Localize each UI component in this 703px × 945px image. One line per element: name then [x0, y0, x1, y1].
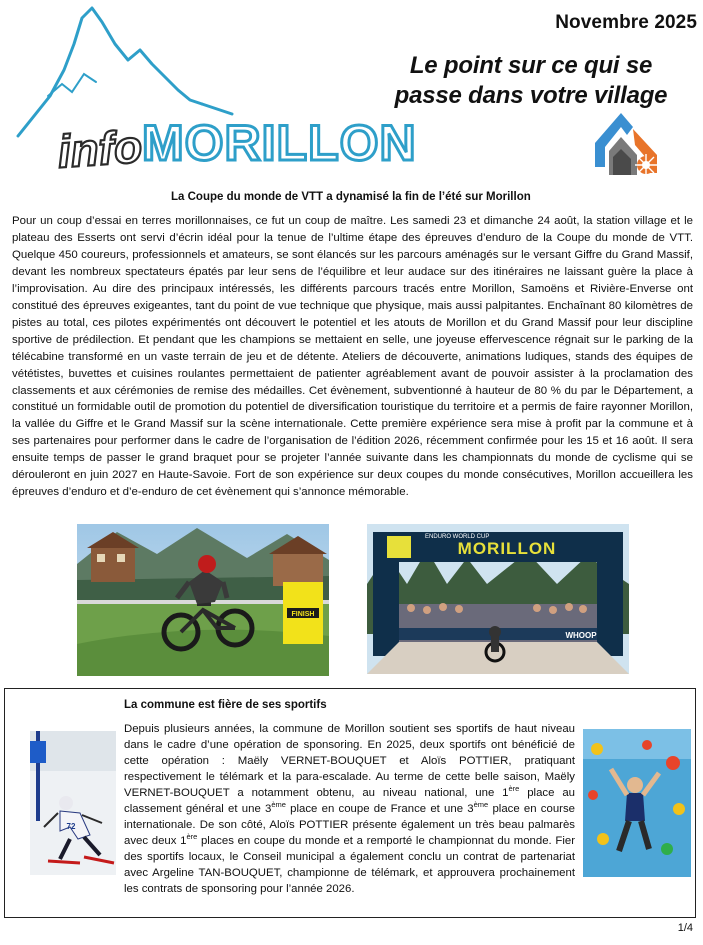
tagline — [362, 51, 700, 111]
finish-arch-banner: MORILLON — [457, 539, 557, 558]
article-sport-body — [124, 722, 575, 897]
article-sport-text-1: Depuis plusieurs années, la commune de Morillon soutient ses sportifs de haut niveau dans le cadre d’une opération de sponsoring. En 2025, deux sportifs ont bénéficié de cette opération : Maëly VERNET-BOUQUET et Aloïs POTTIER, pratiquant respectivement le télémark et la para-escalade. Au terme de cette belle saison, Maëly VERNET-BOUQUET a notamment obtenu, au niveau national, une 1 — [124, 723, 575, 799]
finish-arch-subtitle: ENDURO WORLD CUP — [425, 534, 490, 540]
article-sport-text-3: place en coupe de France et une 3 — [285, 802, 474, 815]
morillon-mountain-logo-icon — [591, 109, 661, 185]
article-vtt-body: Pour un coup d’essai en terres morillonnaises, ce fut un coup de maître. Les samedi 23 et dimanche 24 août, la station village et le plateau des Esserts ont servi d’écrin idéal pour la tenue de l’ultime étape des épreuves d’enduro de la Coupe du monde de VTT. Quelque 450 coureurs, professionnels et amateurs, se sont élancés sur les parcours aménagés sur le versant Giffre du Grand Massif, devant les nombreux spectateurs épatés par leur sens de l’équilibre et leur audace sur des itinéraires ne laissant guère la place à l’improvisation. Au dire des principaux intéressés, les différents parcours tracés entre Morillon, Samoëns et Rivière-Enverse ont constitué des épreuves exigeantes, tant du point de vue technique que physique, mais aussi palpitantes. Enchaînant 80 kilomètres de pistes au total, ces pilotes expérimentés ont découvert le potentiel et les atouts de Morillon et du Grand Massif pour leur discipline sportive de prédilection. Et pendant que les champions se mettaient en selle, une joyeuse effervescence régnait sur le parking de la télécabine transformé en un vaste terrain de jeu et de détente. Ateliers de découverte, animations ludiques, stands des équipes de vététistes, buvettes et cuisines roulantes permettaient de patienter agréablement avant de pouvoir assister à la proclamation des classements et aux cérémonies de remise des médailles. Cet évènement, subventionné à hauteur de 80 % du par le Département, a constitué un formidable outil de promotion du potentiel de diversification touristique du territoire et a permis de faire rayonner Morillon, la vallée du Giffre et le Grand Massif sur la scène internationale. Cette première expérience sera mise à profit par la commune et à ses partenaires pour performer dans le cadre de l’organisation de l’édition 2026, récemment confirmée pour les 15 et 16 août. Il sera ensuite temps de passer le grand braquet pour se projeter l’année suivante dans les championnats du monde de cyclisme qui se dérouleront en juin 2027 en Haute-Savoie. Fort de son expérience sur deux coupes du monde consécutives, Morillon accueillera les épreuves d’enduro et d’e-enduro de cet évènement qui s’annonce mémorable. — [12, 215, 693, 499]
photo-telemark-skier — [30, 731, 116, 875]
page-number: 1/4 — [677, 922, 693, 934]
superscript-1: ère — [508, 784, 520, 794]
article-sport-text-5: places en coupe du monde et a remporté le championnat du monde. Fier des sportifs locaux, le Conseil municipal a également conclu un contrat de partenariat avec Argeline TAN-BOUQUET, championne de télémark, et approuvera prochainement les contrats de sponsoring pour l’année 2026. — [124, 834, 575, 895]
article-sport-title: La commune est fière de ses sportifs — [124, 699, 327, 711]
superscript-4: ère — [186, 831, 198, 841]
finish-sponsor-text: WHOOP — [565, 631, 597, 640]
article-sport-text-4: place en course internationale. De son côté, Aloïs POTTIER présente également un très beau palmarès avec deux 1 — [124, 802, 575, 847]
photo-mtb-rider-grass — [77, 524, 329, 676]
superscript-2: ème — [271, 799, 286, 809]
info-morillon-logo — [12, 4, 417, 182]
tagline-line-1: Le point sur ce qui se — [409, 52, 653, 79]
superscript-3: ème — [473, 799, 489, 809]
article-sport-text-2: place au classement général et une 3 — [124, 786, 576, 815]
logo-info-text: info — [55, 119, 144, 178]
tagline-line-2: passe dans votre village — [394, 82, 668, 109]
photo-mtb-finish-arch — [367, 524, 629, 674]
photo-para-climber — [583, 729, 691, 877]
ski-bib-number: 72 — [66, 822, 76, 831]
finish-flag-text: FINISH — [291, 611, 315, 618]
issue-date: Novembre 2025 — [555, 12, 697, 33]
article-vtt-title: La Coupe du monde de VTT a dynamisé la fin de l’été sur Morillon — [171, 191, 531, 203]
logo-morillon-text: MORILLON — [142, 115, 417, 171]
